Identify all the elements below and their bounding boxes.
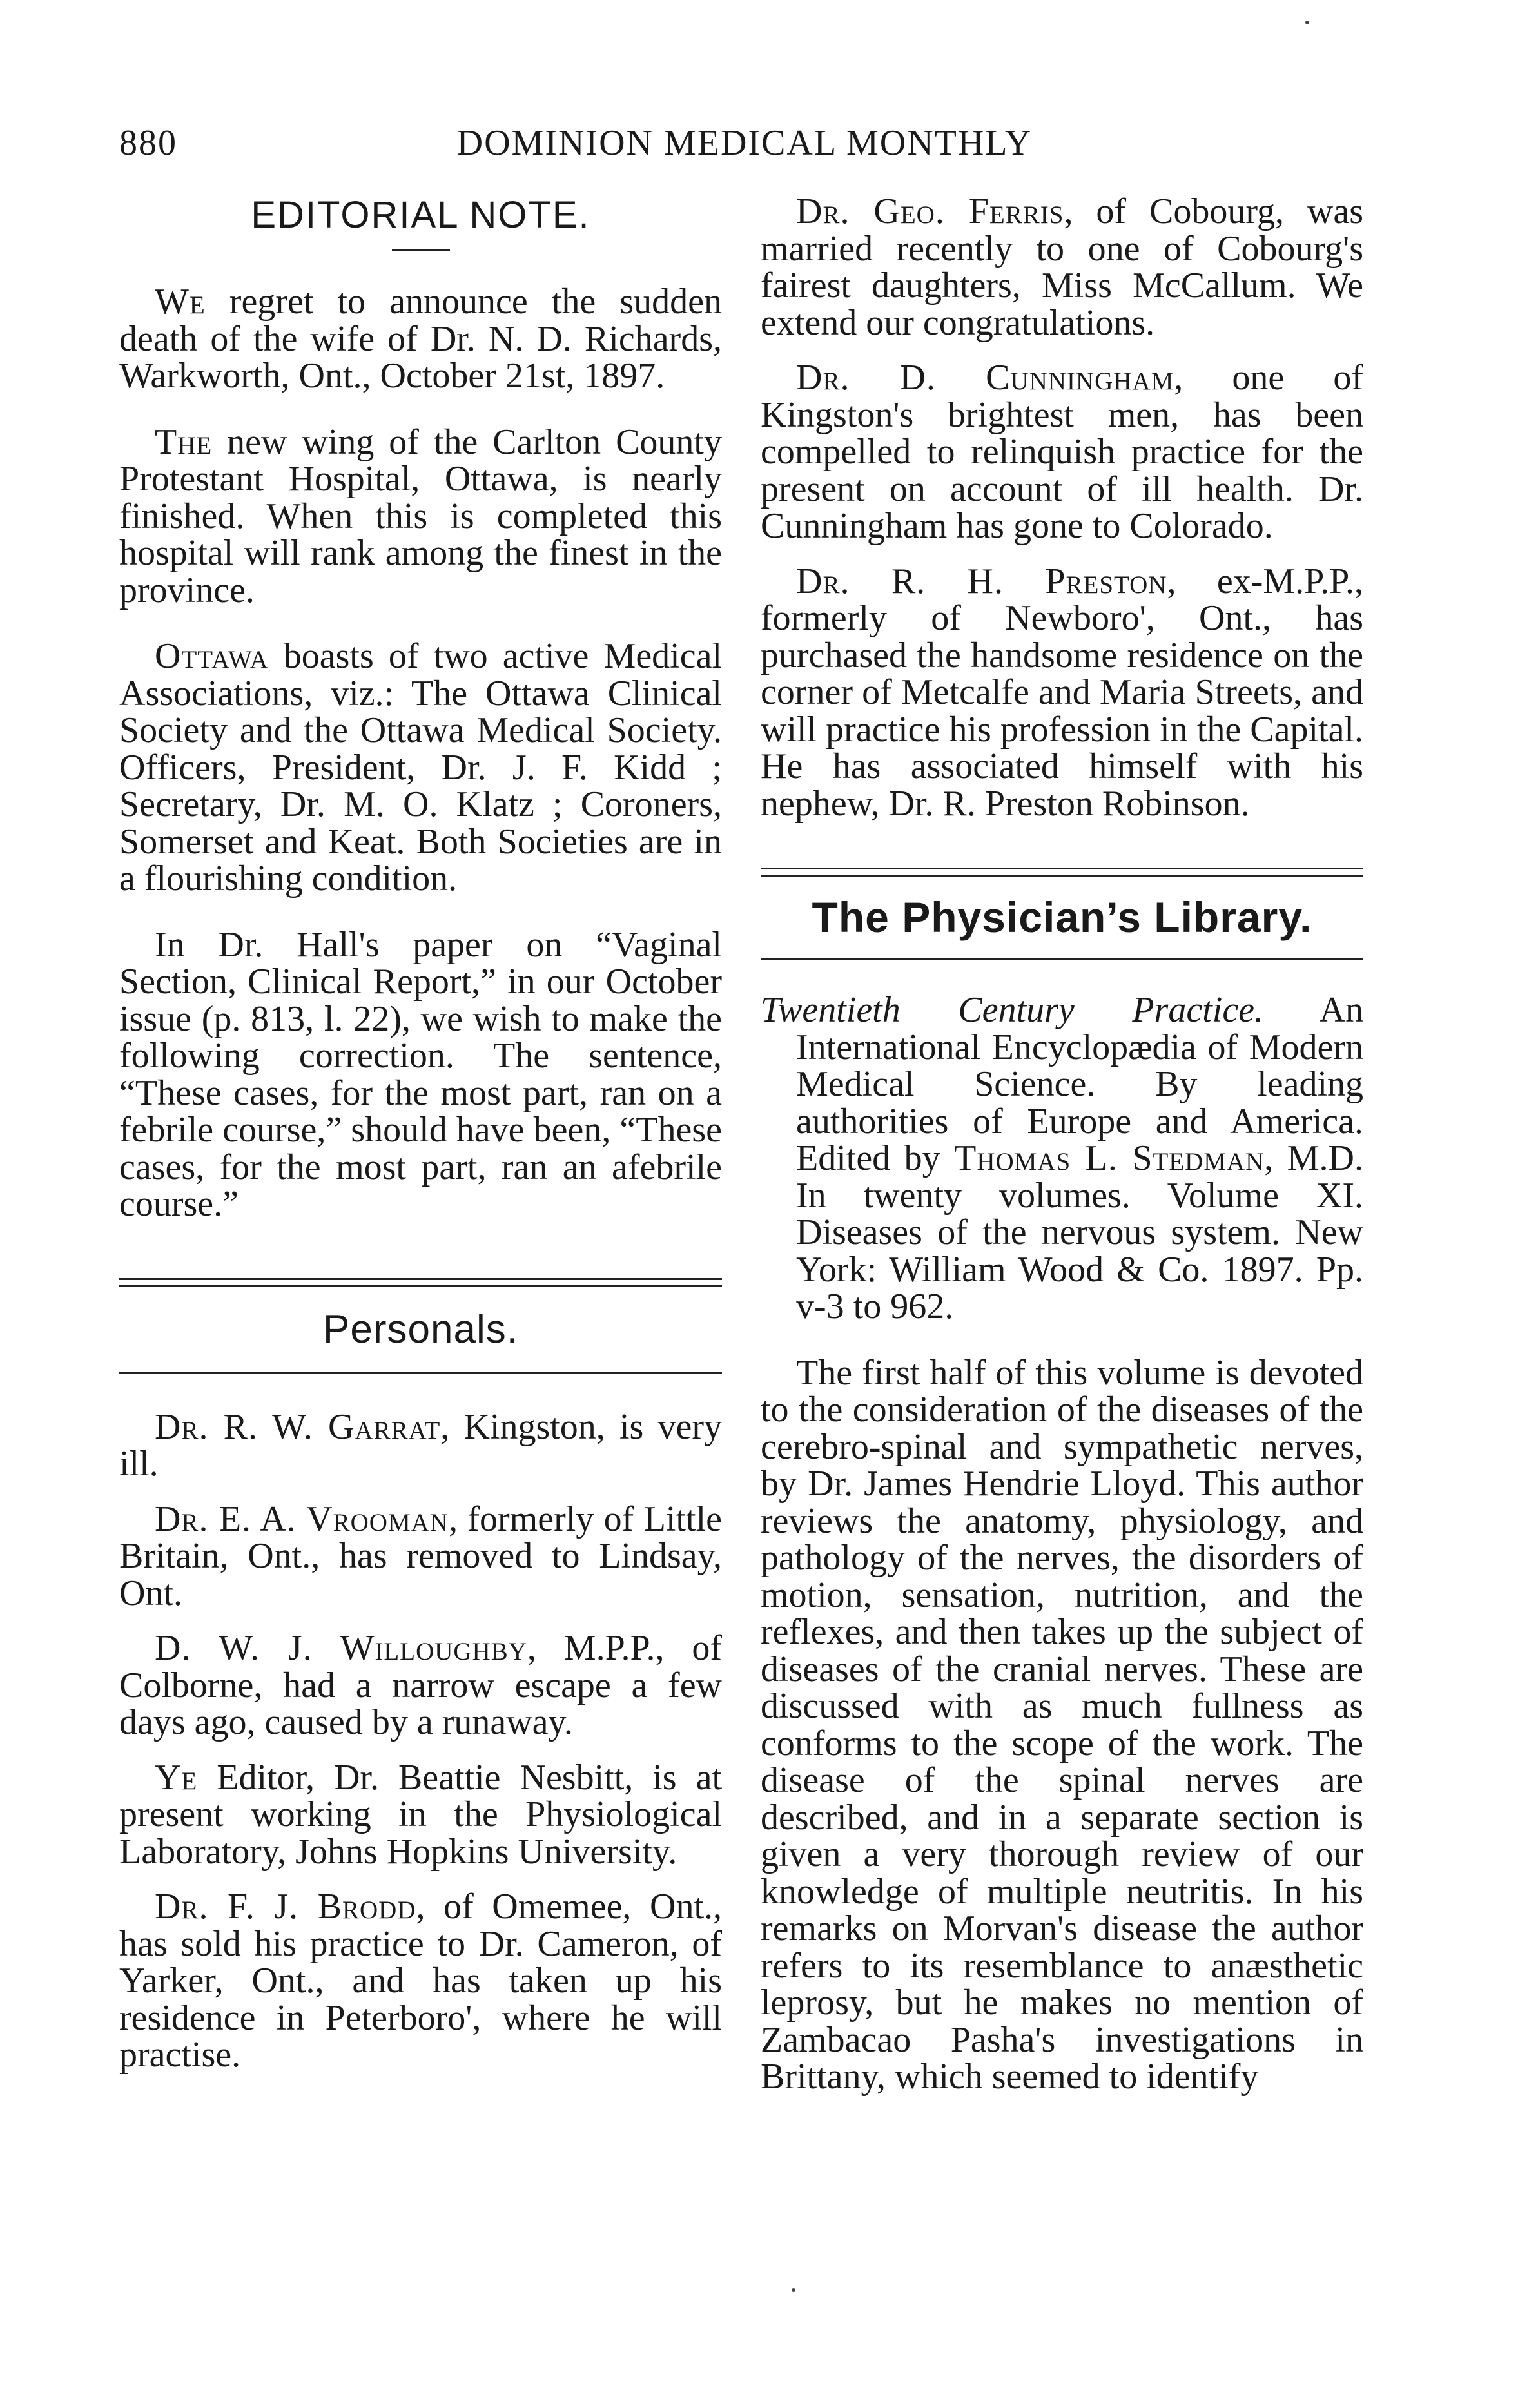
editorial-paragraph: Ottawa boasts of two active Medical Associations, viz.: The Ottawa Clinical Society and the Ottawa Medical Society. Officers, President, Dr. J. F. Kidd ; Secretary, Dr. M. O. Klatz ; Coroners, Somerset and Keat. Both Societies are in a flourishing condition. — [119, 636, 722, 898]
editorial-paragraph: In Dr. Hall's paper on “Vaginal Section, Clinical Report,” in our October issue (p. 813, l. 22), we wish to make the following correction. The sentence, “These cases, for the most part, ran on a febrile course,” should have been, “These cases, for the most part, ran an afebrile course.” — [119, 924, 722, 1224]
personals-heading: Personals. — [323, 1306, 518, 1352]
book-editor: Thomas L. Stedman — [954, 1138, 1265, 1178]
heading-rule — [392, 249, 450, 251]
scan-mark — [792, 2288, 795, 2292]
editorial-paragraph: The new wing of the Carlton County Protestant Hospital, Ottawa, is nearly finished. When this is completed this hospital will rank among the finest in the province. — [119, 422, 722, 610]
personal-item: Dr. R. W. Garrat, Kingston, is very ill. — [119, 1406, 722, 1484]
personal-item: Dr. F. J. Brodd, of Omemee, Ont., has sold his practice to Dr. Cameron, of Yarker, Ont., and has taken up his residence in Peterboro', where he will practise. — [119, 1887, 722, 2075]
section-divider — [761, 868, 1363, 877]
personal-item: Ye Editor, Dr. Beattie Nesbitt, is at present working in the Physiological Laboratory, Johns Hopkins University. — [119, 1757, 722, 1872]
journal-title: DOMINION MEDICAL MONTHLY — [456, 123, 1033, 163]
left-column — [119, 193, 722, 2092]
personal-item: D. W. J. Willoughby, M.P.P., of Colborne, had a narrow escape a few days ago, caused by a runaway. — [119, 1628, 722, 1742]
scan-mark — [1305, 21, 1309, 24]
personal-item: Dr. R. H. Preston, ex-M.P.P., formerly of Newboro', Ont., has purchased the handsome residence on the corner of Metcalfe and Maria Streets, and will practice his profession in the Capital. He has associated himself with his nephew, Dr. R. Preston Robinson. — [761, 561, 1364, 824]
book-entry: Twentieth Century Practice. An International Encyclopædia of Modern Medical Science. By leading authorities of Europe and America. Edited by Thomas L. Stedman, M.D. In twenty volumes. Volume XI. Diseases of the nervous system. New York: William Wood & Co. 1897. Pp. v-3 to 962. — [761, 990, 1364, 1326]
library-heading: The Physician’s Library. — [812, 893, 1312, 941]
right-column — [761, 193, 1363, 2125]
personal-item: Dr. E. A. Vrooman, formerly of Little Britain, Ont., has removed to Lindsay, Ont. — [119, 1499, 722, 1613]
personal-item: Dr. Geo. Ferris, of Cobourg, was married recently to one of Cobourg's fairest daughters, Miss McCallum. We extend our congratulations. — [761, 191, 1363, 343]
editorial-note-heading: EDITORIAL NOTE. — [251, 194, 590, 236]
book-title: Twentieth Century Practice. — [761, 990, 1264, 1030]
review-paragraph: The first half of this volume is devoted to the consideration of the diseases of the cerebro-spinal and sympathetic nerves, by Dr. James Hendrie Lloyd. This author reviews the anatomy, physiology, and pathology of the nerves, the disorders of motion, sensation, nutrition, and the reflexes, and then takes up the subject of diseases of the cranial nerves. These are discussed with as much fullness as conforms to the scope of the work. The disease of the spinal nerves are described, and in a separate section is given a very thorough review of our knowledge of multiple neutritis. In his remarks on Morvan's disease the author refers to its resemblance to anæsthetic leprosy, but he makes no mention of Zambacao Pasha's investigations in Brittany, which seemed to identify — [761, 1352, 1363, 2097]
page-number: 880 — [119, 123, 177, 163]
personal-item: Dr. D. Cunningham, one of Kingston's brightest men, has been compelled to relinquish practice for the present on account of ill health. Dr. Cunningham has gone to Colorado. — [761, 358, 1363, 546]
editorial-paragraph: We regret to announce the sudden death of the wife of Dr. N. D. Richards, Warkworth, Ont., October 21st, 1897. — [119, 282, 722, 396]
section-divider — [119, 1278, 722, 1287]
